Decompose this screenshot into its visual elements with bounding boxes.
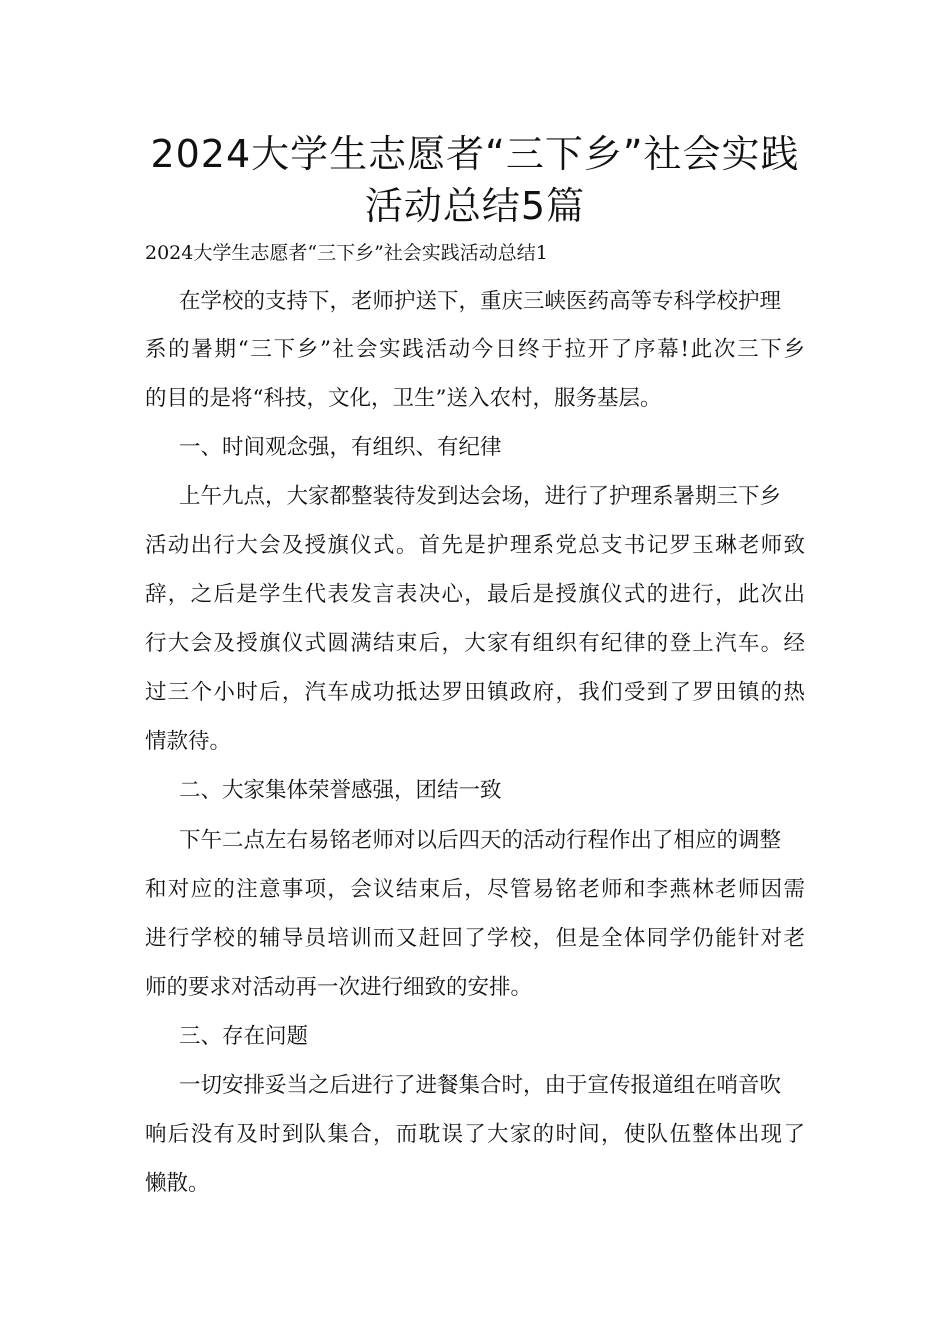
section-heading: 二、大家集体荣誉感强，团结一致	[179, 778, 502, 803]
paragraph-line: 情款待。	[145, 729, 232, 754]
document-title-line-2: 活动总结5篇	[364, 184, 586, 228]
paragraph-line: 师的要求对活动再一次进行细致的安排。	[145, 975, 533, 1000]
section-heading: 一、时间观念强，有组织、有纪律	[179, 435, 502, 460]
paragraph-line: 在学校的支持下，老师护送下，重庆三峡医药高等专科学校护理	[179, 289, 782, 314]
paragraph-line: 一切安排妥当之后进行了进餐集合时，由于宣传报道组在哨音吹	[179, 1073, 782, 1098]
paragraph-line: 响后没有及时到队集合，而耽误了大家的时间，使队伍整体出现了	[145, 1122, 805, 1147]
paragraph-line: 进行学校的辅导员培训而又赶回了学校，但是全体同学仍能针对老	[145, 926, 805, 951]
paragraph-line: 行大会及授旗仪式圆满结束后，大家有组织有纪律的登上汽车。经	[145, 631, 805, 656]
paragraph-line: 过三个小时后，汽车成功抵达罗田镇政府，我们受到了罗田镇的热	[145, 680, 805, 705]
section-subheading: 2024大学生志愿者“三下乡”社会实践活动总结1	[145, 242, 548, 264]
document-title-line-1: 2024大学生志愿者“三下乡”社会实践	[150, 132, 800, 176]
section-heading: 三、存在问题	[179, 1024, 309, 1049]
paragraph-line: 和对应的注意事项，会议结束后，尽管易铭老师和李燕林老师因需	[145, 877, 805, 902]
paragraph-line: 下午二点左右易铭老师对以后四天的活动行程作出了相应的调整	[179, 828, 782, 853]
paragraph-line: 上午九点，大家都整装待发到达会场，进行了护理系暑期三下乡	[179, 484, 782, 509]
paragraph-line: 辞，之后是学生代表发言表决心，最后是授旗仪式的进行，此次出	[145, 582, 805, 607]
paragraph-line: 活动出行大会及授旗仪式。首先是护理系党总支书记罗玉琳老师致	[145, 533, 805, 558]
paragraph-line: 懒散。	[145, 1171, 210, 1196]
paragraph-line: 系的暑期“三下乡”社会实践活动今日终于拉开了序幕!此次三下乡	[145, 337, 805, 362]
paragraph-line: 的目的是将“科技，文化，卫生”送入农村，服务基层。	[145, 386, 662, 411]
